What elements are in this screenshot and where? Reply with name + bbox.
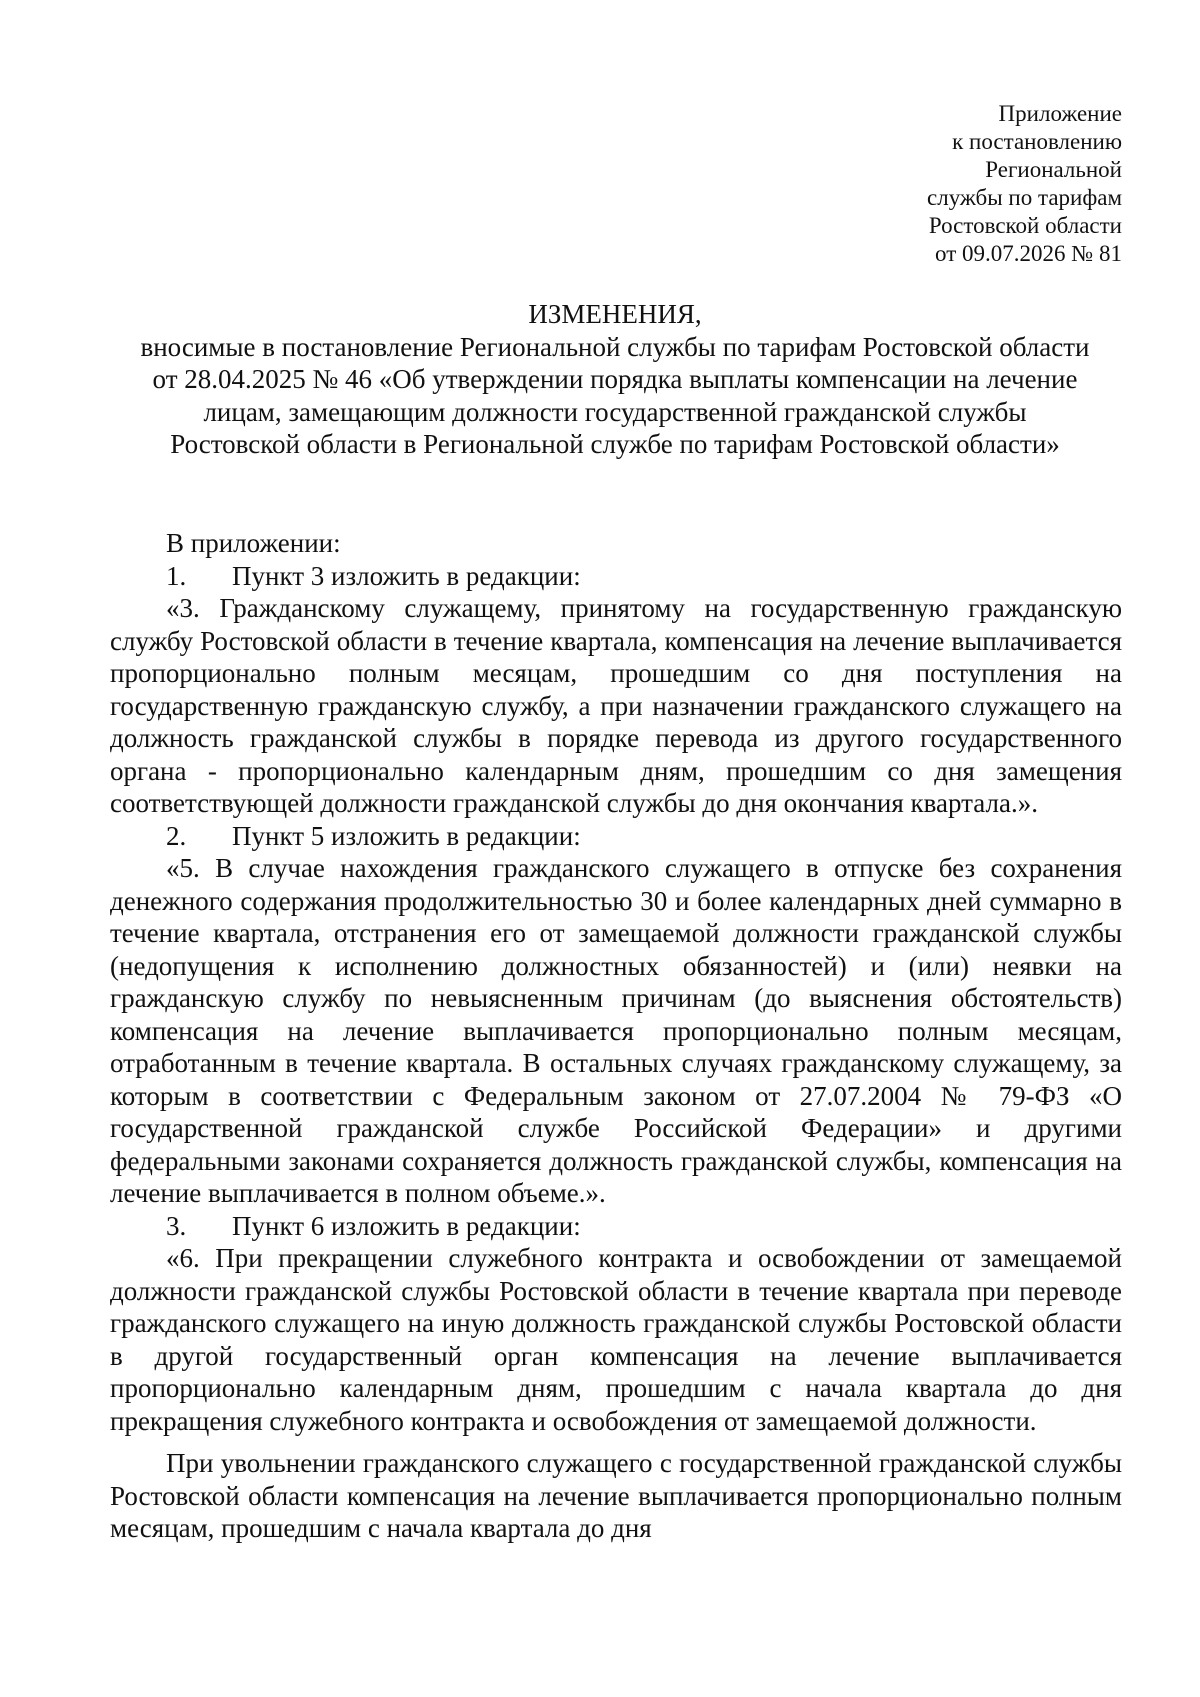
list-item (110, 1210, 1122, 1243)
document-body (110, 527, 1122, 1545)
appendix-line: службы по тарифам (927, 185, 1122, 210)
item-number: 2. (166, 820, 187, 851)
appendix-line: от 09.07.2026 № 81 (935, 241, 1122, 266)
item-number: 3. (166, 1210, 187, 1241)
list-item (110, 820, 1122, 853)
appendix-line: к постановлению (952, 129, 1122, 154)
body-paragraph: «5. В случае нахождения гражданского служащего в отпуске без сохранения денежного содержания продолжительностью 30 и более календарных дней суммарно в течение квартала, отстранения его от замещаемой должности гражданской службы (недопущения к исполнению должностных обязанностей) и (или) неявки на гражданскую службу по невыясненным причинам (до выяснения обстоятельств) компенсация на лечение выплачивается пропорционально полным месяцам, отработанным в течение квартала. В остальных случаях гражданскому служащему, за которым в соответствии с Федеральным законом от 27.07.2004 № 79-ФЗ «О государственной гражданской службе Российской Федерации» и другими федеральными законами сохраняется должность гражданской службы, компенсация на лечение выплачивается в полном объеме.». (110, 853, 1122, 1208)
intro-paragraph: В приложении: (166, 528, 341, 558)
item-text: Пункт 6 изложить в редакции: (232, 1210, 581, 1241)
list-item (110, 560, 1122, 593)
body-paragraph: «6. При прекращении служебного контракта и освобождении от замещаемой должности гражданской службы Ростовской области в течение квартала при переводе гражданского служащего на иную должность гражданской службы Ростовской области в другой государственный орган компенсация на лечение выплачивается пропорционально календарным дням, прошедшим с начала квартала до дня прекращения служебного контракта и освобождения от замещаемой должности. (110, 1243, 1122, 1436)
item-text: Пункт 5 изложить в редакции: (232, 820, 581, 851)
appendix-line: Региональной (985, 157, 1122, 182)
body-paragraph: «3. Гражданскому служащему, принятому на государственную гражданскую службу Ростовской области в течение квартала, компенсация на лечение выплачивается пропорционально полным месяцам, прошедшим со дня поступления на государственную гражданскую службу, а при назначении гражданского служащего на должность гражданской службы в порядке перевода из другого государственного органа - пропорционально календарным дням, прошедшим со дня замещения соответствующей должности гражданской службы до дня окончания квартала.». (110, 593, 1122, 818)
item-text: Пункт 3 изложить в редакции: (232, 560, 581, 591)
appendix-block (927, 100, 1122, 268)
document-heading: ИЗМЕНЕНИЯ, (528, 299, 702, 329)
document-subtitle: вносимые в постановление Региональной службы по тарифам Ростовской области от 28.04.2025 № 46 «Об утверждении порядка выплаты компенсации на лечение лицам, замещающим должности государственной гражданской службы Ростовской области в Региональной службе по тарифам Ростовской области» (140, 331, 1090, 459)
item-number: 1. (166, 560, 187, 591)
appendix-line: Приложение (998, 101, 1122, 126)
title-block (110, 298, 1120, 461)
appendix-line: Ростовской области (928, 213, 1122, 238)
body-paragraph: При увольнении гражданского служащего с государственной гражданской службы Ростовской области компенсация на лечение выплачивается пропорционально полным месяцам, прошедшим с начала квартала до дня (110, 1448, 1122, 1543)
